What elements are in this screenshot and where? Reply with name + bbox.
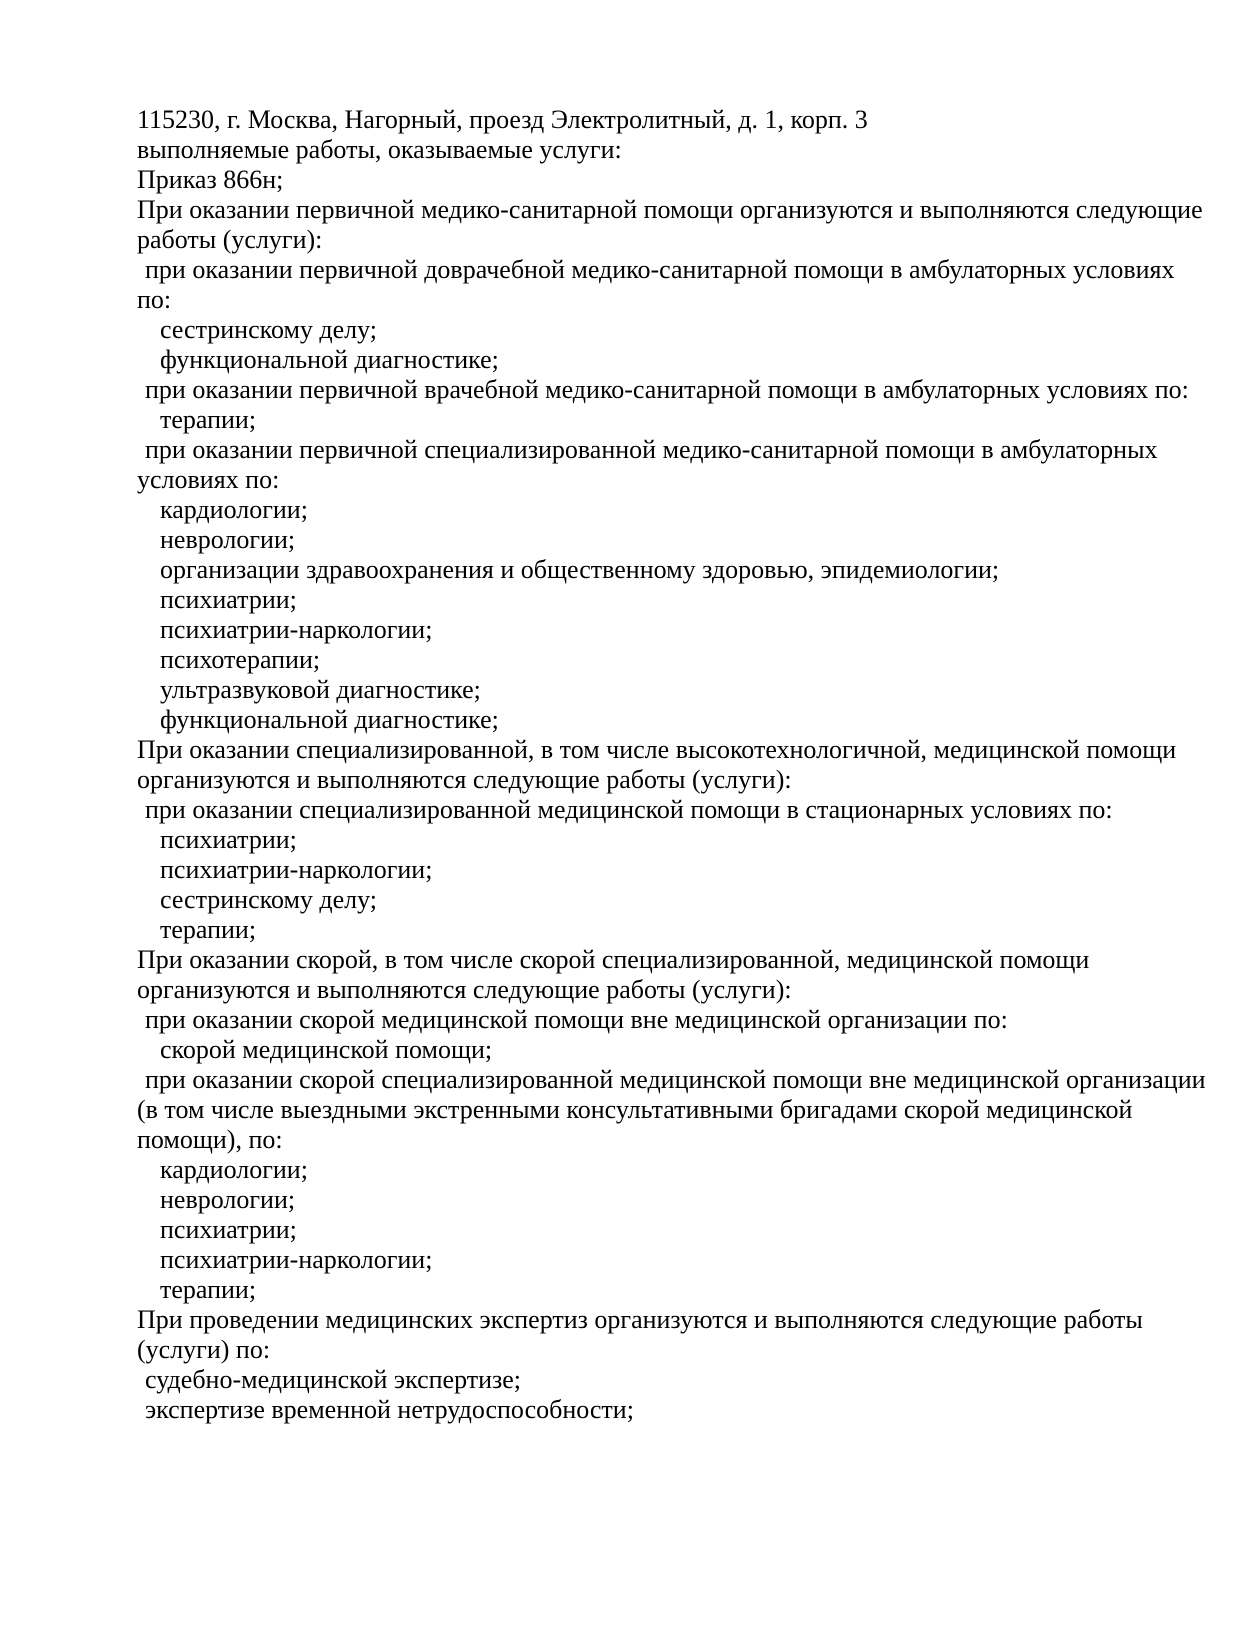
text-line: 115230, г. Москва, Нагорный, проезд Электролитный, д. 1, корп. 3 [137,105,868,134]
text-line: организуются и выполняются следующие работы (услуги): [137,765,792,794]
text-line: при оказании первичной специализированной медико-санитарной помощи в амбулаторных [145,435,1158,464]
text-line: психиатрии; [160,1215,297,1244]
text-line: функциональной диагностике; [160,345,499,374]
text-line: организации здравоохранения и общественному здоровью, эпидемиологии; [160,555,1000,584]
text-line: организуются и выполняются следующие работы (услуги): [137,975,792,1004]
text-line: терапии; [160,405,257,434]
text-line: при оказании скорой специализированной медицинской помощи вне медицинской организации [145,1065,1206,1094]
text-line: При оказании первичной медико-санитарной помощи организуются и выполняются следующие [137,195,1203,224]
text-line: При оказании скорой, в том числе скорой специализированной, медицинской помощи [137,945,1090,974]
document-text [137,105,1206,1425]
text-line: психотерапии; [160,645,321,674]
text-line: психиатрии; [160,825,297,854]
text-line: при оказании первичной врачебной медико-санитарной помощи в амбулаторных условиях по: [145,375,1189,404]
text-line: терапии; [160,1275,257,1304]
text-line: условиях по: [137,465,280,494]
text-line: выполняемые работы, оказываемые услуги: [137,135,622,164]
text-line: Приказ 866н; [137,165,284,194]
text-line: кардиологии; [160,495,308,524]
text-line: (услуги) по: [137,1335,271,1364]
text-line: работы (услуги): [137,225,323,254]
text-line: по: [137,285,172,314]
text-line: при оказании первичной доврачебной медико-санитарной помощи в амбулаторных условиях [145,255,1175,284]
text-line: психиатрии; [160,585,297,614]
text-line: При проведении медицинских экспертиз организуются и выполняются следующие работы [137,1305,1143,1334]
text-line: терапии; [160,915,257,944]
text-line: ультразвуковой диагностике; [160,675,481,704]
text-line: судебно-медицинской экспертизе; [145,1365,522,1394]
text-line: помощи), по: [137,1125,283,1154]
text-line: психиатрии-наркологии; [160,855,433,884]
text-line: сестринскому делу; [160,885,378,914]
text-line: При оказании специализированной, в том числе высокотехнологичной, медицинской помощи [137,735,1177,764]
text-line: кардиологии; [160,1155,308,1184]
text-line: сестринскому делу; [160,315,378,344]
text-line: неврологии; [160,1185,296,1214]
text-line: функциональной диагностике; [160,705,499,734]
text-line: экспертизе временной нетрудоспособности; [145,1395,634,1424]
text-line: (в том числе выездными экстренными консультативными бригадами скорой медицинской [137,1095,1133,1124]
text-line: психиатрии-наркологии; [160,615,433,644]
text-line: неврологии; [160,525,296,554]
text-line: скорой медицинской помощи; [160,1035,493,1064]
text-line: психиатрии-наркологии; [160,1245,433,1274]
text-line: при оказании скорой медицинской помощи вне медицинской организации по: [145,1005,1008,1034]
text-line: при оказании специализированной медицинской помощи в стационарных условиях по: [145,795,1113,824]
